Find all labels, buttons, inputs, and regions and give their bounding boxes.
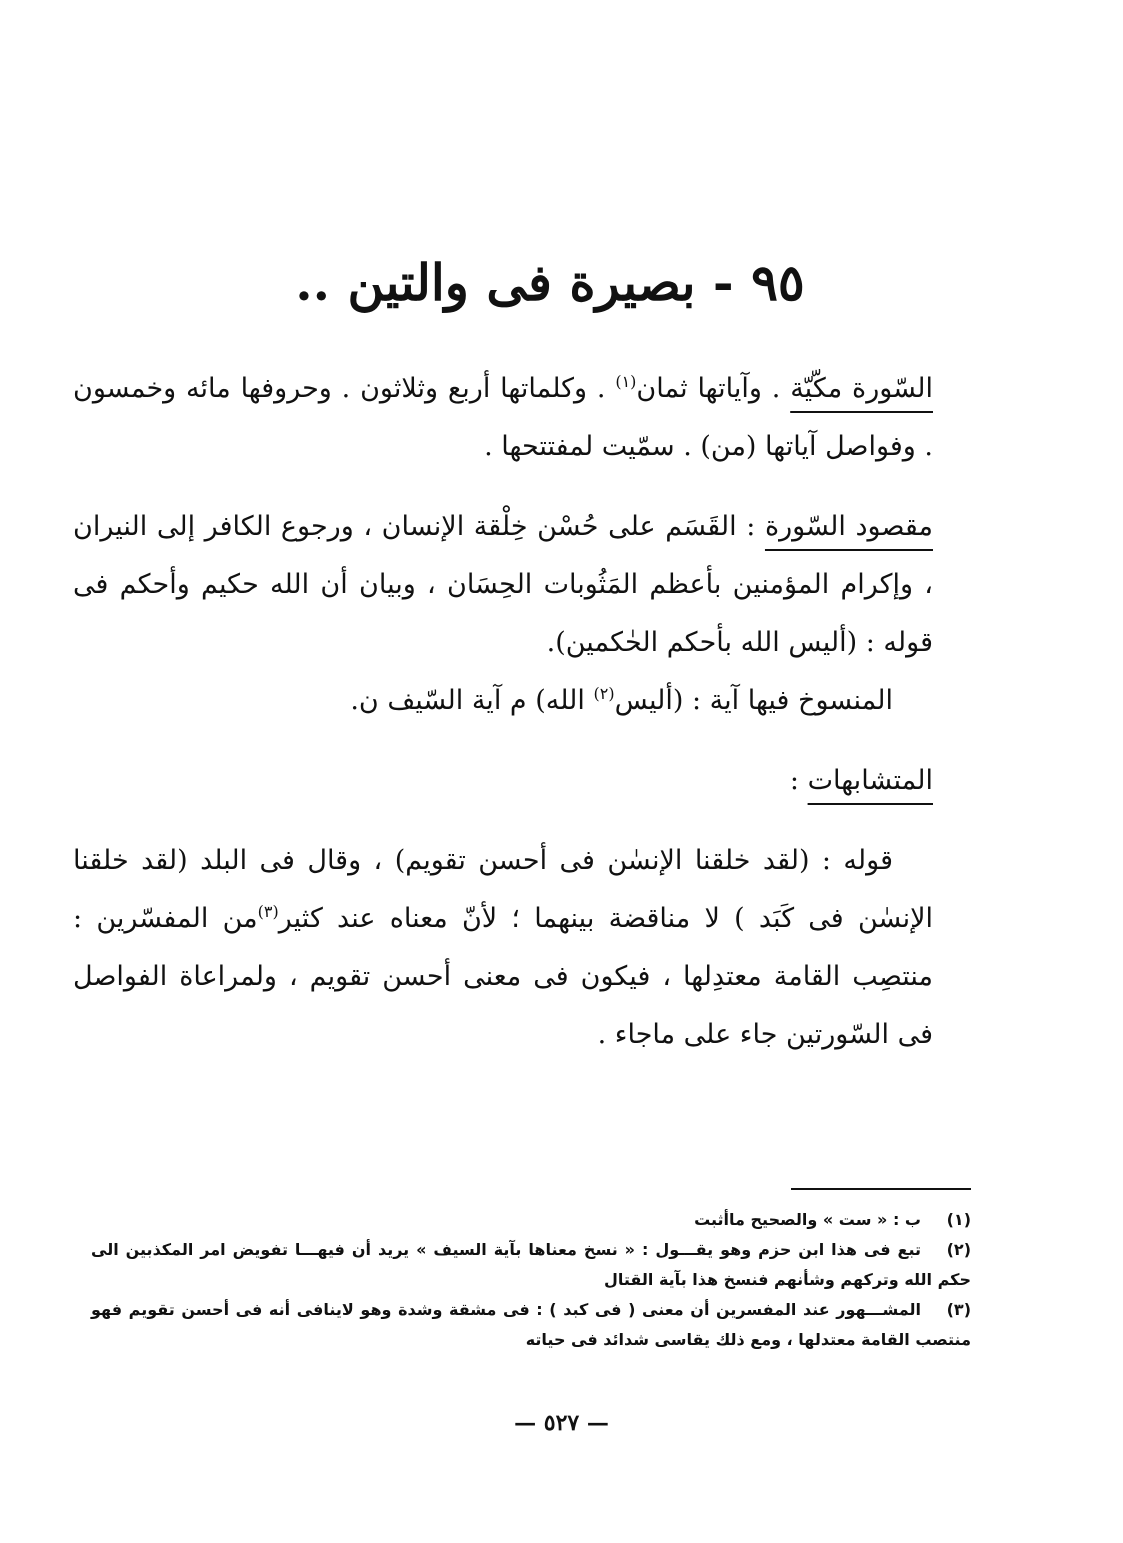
main-text — [73, 360, 933, 1064]
footnote-ref-2: (٢) — [593, 684, 615, 703]
footnote-3 — [91, 1295, 971, 1355]
text-run: من المفسّرين : منتصِب القامة معتدِلها ، فيكون فى معنى أحسن تقويم ، ولمراعاة الفواصل فى السّورتين جاء على ماجاء . — [73, 903, 933, 1050]
footnote-ref-1: (١) — [615, 372, 637, 391]
footnote-text: ب : « ست » والصحيح ماأثبت — [694, 1210, 921, 1229]
text-run: : القَسَم على حُسْن خِلْقة الإنسان ، ورجوع الكافر إلى النيران ، وإكرام المؤمنين بأعظم المَثُوبات الحِسَان ، وبيان أن الله حكيم وأحكم فى قوله : (أليس الله بأحكم الحٰكمين). — [73, 511, 933, 658]
underlined-heading: المتشابهات — [807, 765, 933, 796]
footnote-number: (٢) — [946, 1240, 971, 1259]
purpose-paragraph — [73, 498, 933, 672]
similarities-heading — [73, 752, 933, 810]
footnotes — [91, 1205, 971, 1355]
text-run: قوله : (لقد خلقنا الإنسٰن فى أحسن تقويم) ، وقال فى البلد (لقد خلقنا الإنسٰن فى كَبَد ) لا مناقضة بينهما ؛ لأنّ معناه عند كثير — [73, 845, 934, 934]
text-run: المنسوخ فيها آية : (أليس — [614, 685, 893, 716]
underlined-phrase: السّورة مكّيّة — [790, 373, 933, 404]
footnote-text: المشـــهور عند المفسرين أن معنى ( فى كبد ) : فى مشقة وشدة وهو لاينافى أنه فى أحسن تقويم فهو منتصب القامة معتدلها ، ومع ذلك يقاسى شدائد فى حياته — [91, 1300, 971, 1349]
similarities-paragraph — [73, 832, 933, 1064]
text-run: . وكلماتها أربع وثلاثون . وحروفها مائه وخمسون . وفواصل آياتها (من) . سمّيت لمفتتحها . — [73, 373, 933, 462]
text-run: الله) م آية السّيف ن. — [350, 685, 594, 716]
footnote-text: تبع فى هذا ابن حزم وهو يقـــول : « نسخ معناها بآية السيف » يريد أن فيهـــا تفويض امر المكذبين الى حكم الله وتركهم وشأنهم فنسخ هذا بآية القتال — [91, 1240, 971, 1289]
text-run: . وآياتها ثمان — [636, 373, 791, 404]
footnote-number: (١) — [946, 1210, 971, 1229]
intro-paragraph — [73, 360, 933, 476]
chapter-title: ٩٥ - بصيرة فى والتين .. — [295, 253, 805, 312]
footnote-separator — [791, 1188, 971, 1190]
footnote-1 — [91, 1205, 971, 1235]
text-run: : — [789, 765, 808, 796]
footnote-2 — [91, 1235, 971, 1295]
underlined-heading: مقصود السّورة — [764, 511, 933, 542]
abrogation-paragraph — [73, 672, 933, 730]
footnote-ref-3: (٣) — [257, 902, 279, 921]
footnote-number: (٣) — [946, 1300, 971, 1319]
page-number: — ٥٢٧ — — [514, 1410, 609, 1436]
